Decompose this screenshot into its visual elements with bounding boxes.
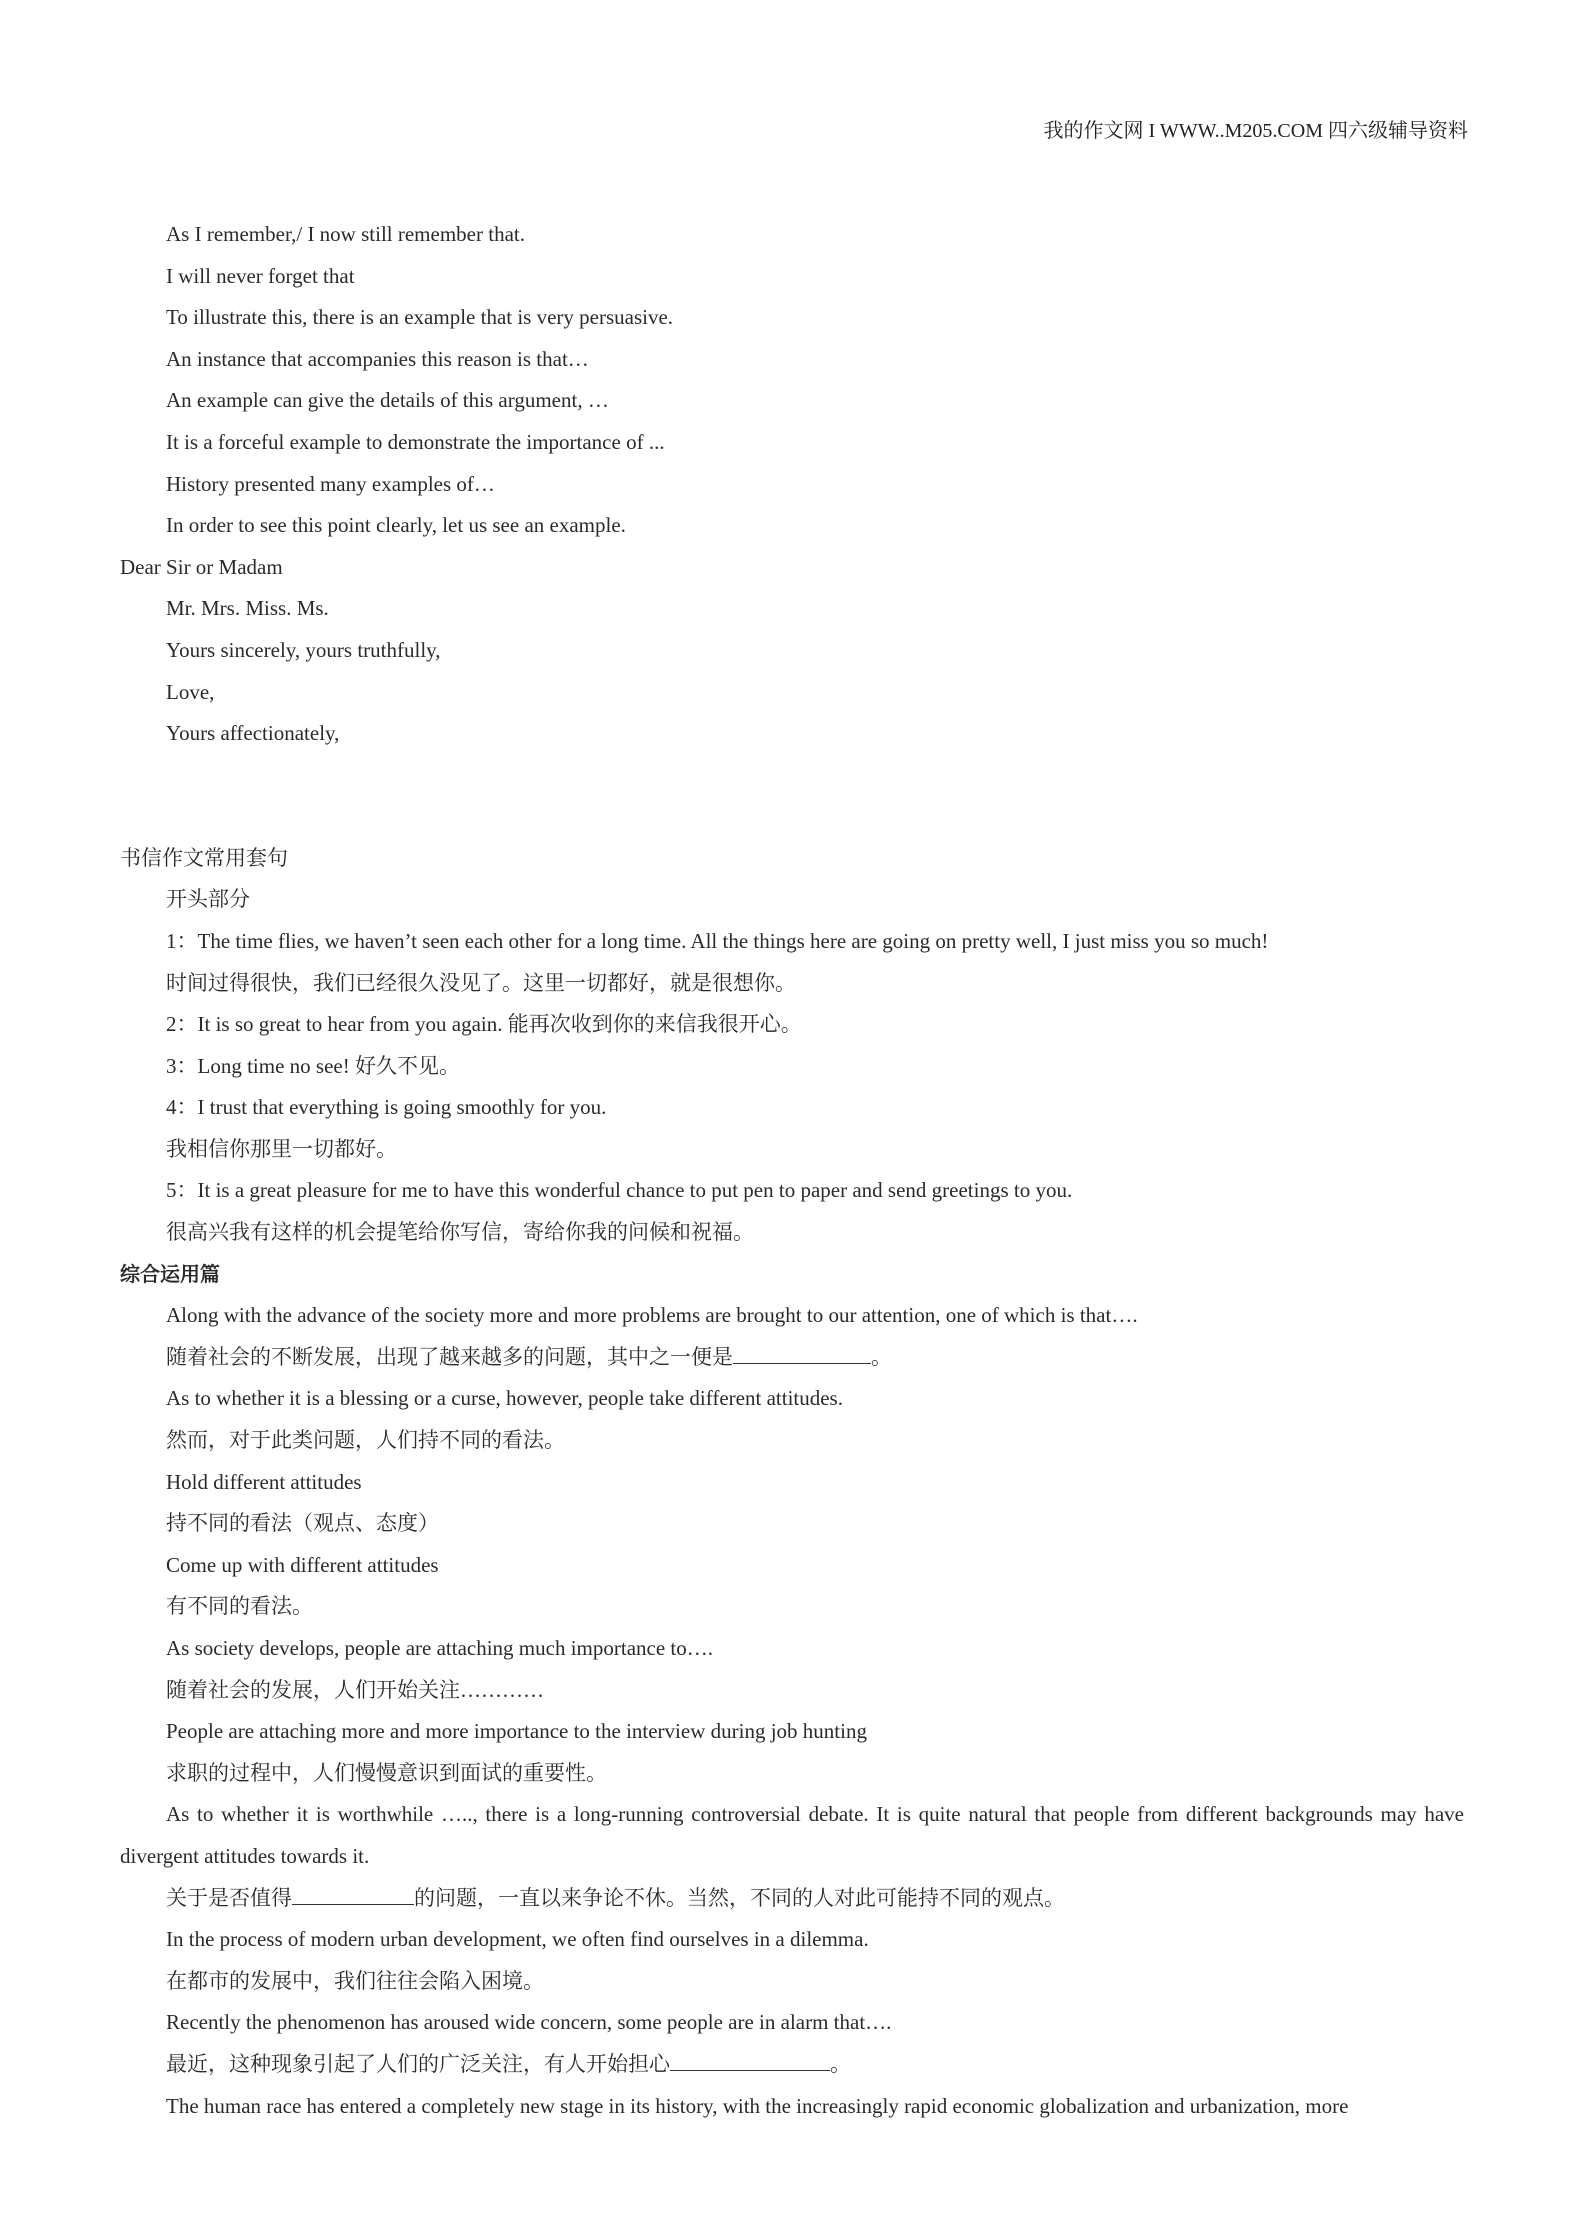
text-line-with-blank [120,1337,1464,1379]
text-line: In the process of modern urban development, we often find ourselves in a dilemma. [166,1927,869,1952]
text-segment: 随着社会的不断发展，出现了越来越多的问题，其中之一便是 [166,1344,733,1369]
text-line: People are attaching more and more importance to the interview during job hunting [166,1719,867,1744]
text-line: As society develops, people are attaching much importance to…. [166,1636,713,1660]
text-line: 3：Long time no see! 好久不见。 [166,1053,460,1078]
text-line: 有不同的看法。 [166,1594,313,1619]
section-heading-bold: 综合运用篇 [120,1261,220,1286]
text-segment: 的问题，一直以来争论不休。当然，不同的人对此可能持不同的观点。 [414,1885,1065,1910]
text-line-with-blank [120,1878,1464,1920]
text-line: Love, [166,679,215,704]
fill-in-blank [733,1340,871,1364]
text-line: Along with the advance of the society more and more problems are brought to our attention, one of which is that…. [166,1303,1138,1328]
text-segment: 关于是否值得 [166,1885,292,1910]
text-line: 1：The time flies, we haven’t seen each other for a long time. All the things here are going on pretty well, I just miss you so much! [166,928,1269,953]
text-line: 2：It is so great to hear from you again. 能再次收到你的来信我很开心。 [166,1012,802,1037]
text-line: History presented many examples of… [166,471,495,496]
text-line: The human race has entered a completely new stage in its history, with the increasingly rapid economic globalization and urbanization, more [166,2093,1349,2118]
text-line: In order to see this point clearly, let us see an example. [166,513,626,538]
text-line: 随着社会的发展，人们开始关注………… [166,1677,544,1702]
text-line: Recently the phenomenon has aroused wide concern, some people are in alarm that…. [166,2010,892,2035]
text-line: Come up with different attitudes [166,1552,439,1577]
fill-in-blank [670,2047,830,2071]
section-heading: 书信作文常用套句 [120,845,288,870]
text-line: 时间过得很快，我们已经很久没见了。这里一切都好，就是很想你。 [166,970,796,995]
text-line: It is a forceful example to demonstrate the importance of ... [166,429,665,454]
text-line: As I remember,/ I now still remember that. [166,222,525,246]
section-spacer [120,755,1464,838]
text-line: An instance that accompanies this reason is that… [166,346,589,371]
letter-salutation-heading: Dear Sir or Madam [120,554,283,579]
text-line: Yours sincerely, yours truthfully, [166,637,441,662]
text-line: 在都市的发展中，我们往往会陷入困境。 [166,1968,544,1993]
text-line: To illustrate this, there is an example that is very persuasive. [166,305,674,330]
text-line: An example can give the details of this argument, … [166,388,609,413]
document-body [120,214,1464,2127]
text-line: 很高兴我有这样的机会提笔给你写信，寄给你我的问候和祝福。 [166,1220,754,1245]
text-line: 然而，对于此类问题，人们持不同的看法。 [166,1428,565,1453]
text-segment: 。 [830,2051,851,2076]
text-line: Yours affectionately, [166,721,340,746]
text-line-with-blank [120,2044,1464,2086]
fill-in-blank [292,1880,414,1904]
page-header: 我的作文网 I WWW..M205.COM 四六级辅导资料 [1043,120,1468,142]
text-line: 求职的过程中，人们慢慢意识到面试的重要性。 [166,1760,607,1785]
text-line: 5：It is a great pleasure for me to have this wonderful chance to put pen to paper and send greetings to you. [166,1178,1073,1203]
subsection-heading: 开头部分 [166,887,250,912]
text-segment: 最近，这种现象引起了人们的广泛关注，有人开始担心 [166,2051,670,2076]
text-line: 4：I trust that everything is going smoothly for you. [166,1095,607,1120]
paragraph: As to whether it is worthwhile ….., there is a long-running controversial debate. It is quite natural that people from different backgrounds may have divergent attitudes towards it. [120,1802,1464,1868]
text-line: Mr. Mrs. Miss. Ms. [166,596,329,621]
text-segment: 。 [871,1344,892,1369]
text-line: 持不同的看法（观点、态度） [166,1511,439,1536]
text-line: As to whether it is a blessing or a curse, however, people take different attitudes. [166,1386,843,1411]
text-line: 我相信你那里一切都好。 [166,1136,397,1161]
text-line: I will never forget that [166,263,355,288]
text-line: Hold different attitudes [166,1469,362,1494]
